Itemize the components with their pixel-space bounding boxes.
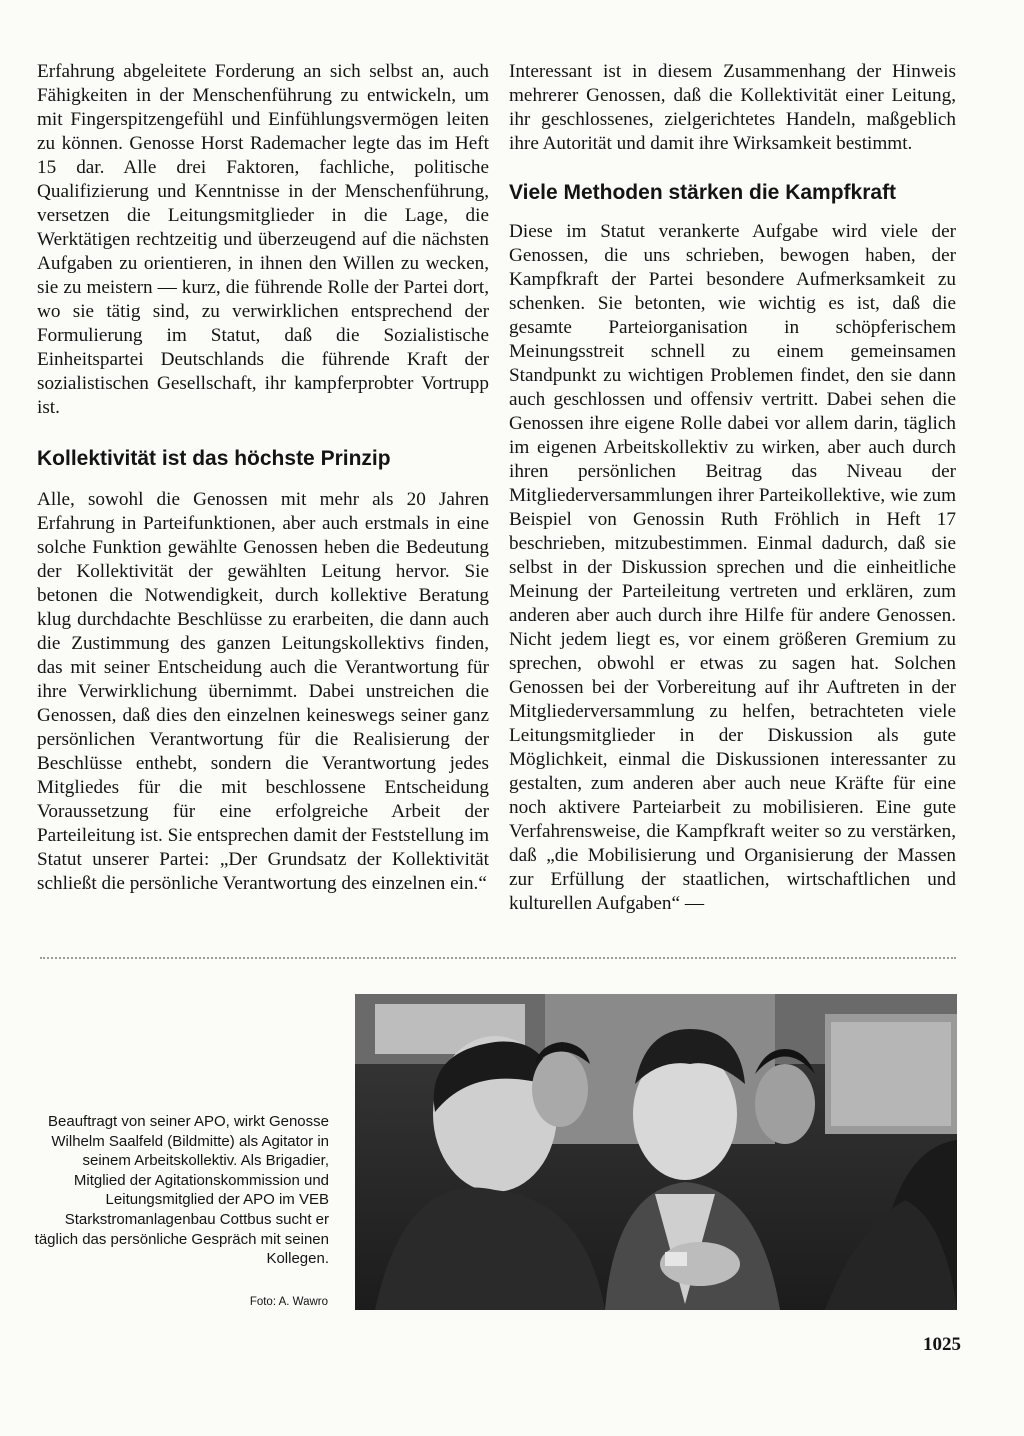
right-column: [509, 60, 956, 916]
right-paragraph-1: Interessant ist in diesem Zusammenhang der Hinweis mehrerer Genossen, daß die Kollektivität einer Leitung, ihr geschlossenes, zielgerichtetes Handeln, maßgeblich ihre Autorität und damit ihre Wirksamkeit bestimmt.: [509, 61, 956, 154]
section-heading-kollektivitaet: Kollektivität ist das höchste Prinzip: [37, 447, 391, 470]
photo-credit: Foto: A. Wawro: [249, 1296, 328, 1308]
photo-caption: Beauftragt von seiner APO, wirkt Genosse Wilhelm Saalfeld (Bildmitte) als Agitator in seinem Arbeitskollektiv. Als Brigadier, Mitglied der Agitationskommission und Leitungsmitglied der APO im VEB Starkstromanlagenbau Cottbus sucht er täglich das persönliche Gespräch mit seinen Kollegen.: [34, 1113, 329, 1268]
section-divider: [40, 957, 956, 959]
left-paragraph-1: Erfahrung abgeleitete Forderung an sich selbst an, auch Fähigkeiten in der Menschenführung zu entwickeln, um mit Fingerspitzengefühl und Einfühlungsvermögen leiten zu können. Genosse Horst Rademacher legte das im Heft 15 dar. Alle drei Faktoren, fachliche, politische Qualifizierung und Kenntnisse in der Menschenführung, versetzen die Leitungsmitglieder in die Lage, die Werktätigen rechtzeitig und überzeugend auf die nächsten Aufgaben zu orientieren, in ihnen den Willen zu wecken, sie zu meistern — kurz, die führende Rolle der Partei dort, wo sie tätig sind, zu verwirklichen entsprechend der Formulierung im Statut, daß die Sozialistische Einheitspartei Deutschlands die führende Kraft der sozialistischen Gesellschaft, ihr kampferprobter Vortrupp ist.: [37, 61, 489, 418]
photo-group-of-workers: [355, 994, 957, 1310]
right-paragraph-2: Diese im Statut verankerte Aufgabe wird viele der Genossen, die uns schrieben, bewogen haben, der Kampfkraft der Partei besondere Aufmerksamkeit zu schenken. Sie betonten, wie wichtig es ist, daß die gesamte Parteiorganisation in schöpferischem Meinungsstreit schnell zu einem gemeinsamen Standpunkt zu wichtigen Problemen findet, den sie dann auch geschlossen und offensiv vertritt. Dabei sehen die Genossen ihre eigene Rolle dabei vor allem darin, täglich im eigenen Arbeitskollektiv zu wirken, aber auch durch ihren persönlichen Beitrag das Niveau der Mitgliederversammlungen ihrer Parteikollektive, wie zum Beispiel von Genossin Ruth Fröhlich in Heft 17 beschrieben, mitzubestimmen. Einmal dadurch, daß sie selbst in der Diskussion sprechen und die einheitliche Meinung der Parteileitung vertreten und erklären, zum anderen aber auch durch ihre Hilfe für andere Genossen. Nicht jedem liegt es, vor einem größeren Gremium zu sprechen, obwohl er etwas zu sagen hat. Solchen Genossen bei der Vorbereitung auf ihr Auftreten in der Mitgliederversammlung zu helfen, betrachteten viele Leitungsmitglieder in der Diskussion als gute Möglichkeit, einmal die Diskussionen interessanter zu gestalten, zum anderen aber auch neue Kräfte für eine noch aktivere Parteiarbeit zu mobilisieren. Eine gute Verfahrensweise, die Kampfkraft weiter so zu verstärken, daß „die Mobilisierung und Organisierung der Massen zur Erfüllung der staatlichen, wirtschaftlichen und kulturellen Aufgaben“ —: [509, 221, 956, 914]
left-column: [37, 60, 489, 896]
left-paragraph-2: Alle, sowohl die Genossen mit mehr als 20 Jahren Erfahrung in Parteifunktionen, aber auch erstmals in eine solche Funktion gewählte Genossen heben die Bedeutung der Kollektivität der gewählten Leitung hervor. Sie betonen die Notwendigkeit, durch kollektive Beratung klug durchdachte Beschlüsse zu erarbeiten, die dann auch die Zustimmung des ganzen Leitungskollektivs finden, das mit seiner Entscheidung auch die Verantwortung für ihre Verwirklichung übernimmt. Dabei unstreichen die Genossen, daß dies den einzelnen keineswegs seiner ganz persönlichen Verantwortung für die Realisierung der Beschlüsse enthebt, sondern die Verantwortung jedes Mitgliedes für die mit beschlossene Entscheidung Voraussetzung für eine erfolgreiche Arbeit der Parteileitung ist. Sie entsprechen damit der Feststellung im Statut unserer Partei: „Der Grundsatz der Kollektivität schließt die persönliche Verantwortung des einzelnen ein.“: [37, 489, 489, 894]
section-heading-kampfkraft: Viele Methoden stärken die Kampfkraft: [509, 181, 897, 204]
page-number: 1025: [923, 1334, 961, 1355]
